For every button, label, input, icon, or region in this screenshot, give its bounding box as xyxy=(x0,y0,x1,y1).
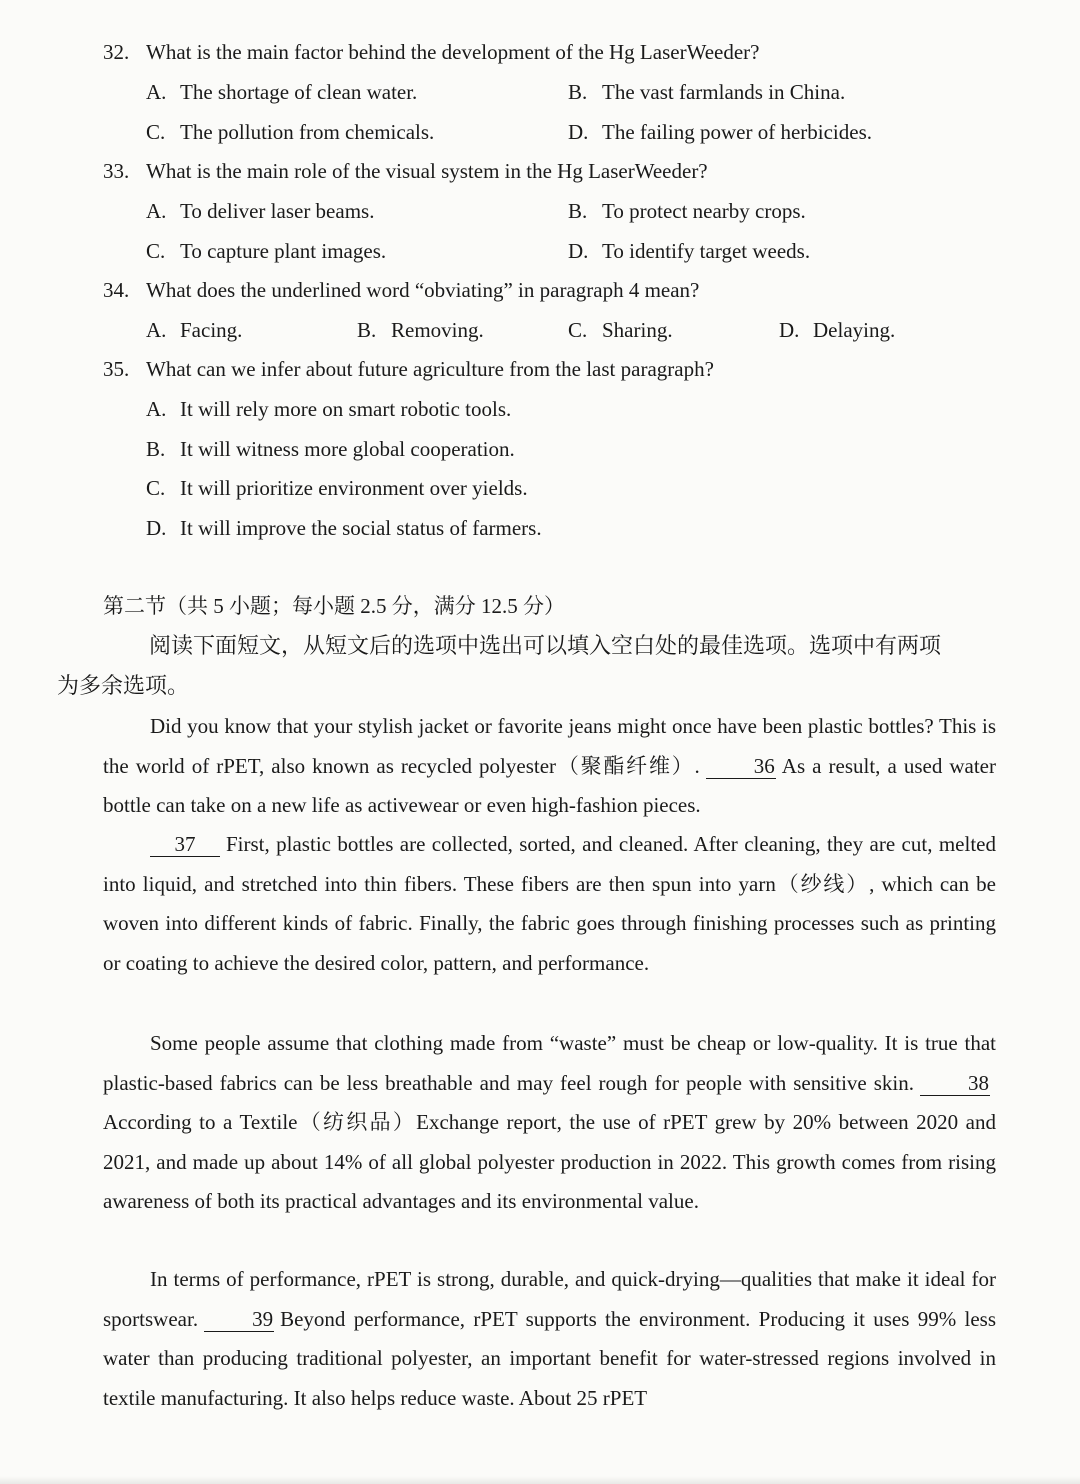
option-text: To deliver laser beams. xyxy=(180,199,375,223)
question-33 xyxy=(103,157,708,185)
option-letter: D. xyxy=(568,120,589,144)
page-edge-shadow xyxy=(0,1476,1080,1484)
passage-paragraph-1 xyxy=(103,707,996,826)
question-stem: What is the main factor behind the development of the Hg LaserWeeder? xyxy=(146,40,760,64)
blank-38: 38 xyxy=(920,1071,990,1096)
option-text: Delaying. xyxy=(813,318,896,342)
option-32d xyxy=(568,118,872,146)
option-33a xyxy=(146,197,374,225)
section-heading: 第二节（共 5 小题；每小题 2.5 分，满分 12.5 分） xyxy=(103,594,565,618)
question-stem: What is the main role of the visual system in the Hg LaserWeeder? xyxy=(146,159,708,183)
option-letter: B. xyxy=(357,318,377,342)
option-letter: B. xyxy=(568,199,588,223)
option-34b xyxy=(357,316,484,344)
option-text: Removing. xyxy=(391,318,484,342)
option-text: The shortage of clean water. xyxy=(180,80,418,104)
paragraph-text: Beyond performance, rPET supports the environment. Producing it uses 99% less water than producing traditional polyester, an important benefit for water-stressed regions involved in textile manufacturing. It also helps reduce waste. About 25 rPET xyxy=(103,1306,996,1410)
option-text: To identify target weeds. xyxy=(602,239,811,263)
option-letter: A. xyxy=(146,318,167,342)
option-35a xyxy=(146,395,511,423)
blank-39: 39 xyxy=(204,1307,274,1332)
option-letter: C. xyxy=(146,120,166,144)
option-letter: C. xyxy=(146,476,166,500)
option-text: It will rely more on smart robotic tools. xyxy=(180,397,512,421)
option-35c xyxy=(146,474,528,502)
instruction-line-2: 为多余选项。 xyxy=(57,673,190,698)
option-text: To protect nearby crops. xyxy=(602,199,806,223)
passage-paragraph-4 xyxy=(103,1260,996,1418)
question-34 xyxy=(103,276,699,304)
paragraph-text: In terms of performance, rPET is strong, durable, and quick-drying—qualities that make it ideal for sportswear. xyxy=(103,1267,996,1331)
blank-37: 37 xyxy=(150,832,220,857)
paragraph-text: As a result, a used water bottle can take on a new life as activewear or even high-fashion pieces. xyxy=(103,753,996,818)
option-text: The pollution from chemicals. xyxy=(180,120,435,144)
option-33b xyxy=(568,197,806,225)
option-text: It will prioritize environment over yields. xyxy=(180,476,528,500)
option-34d xyxy=(779,316,895,344)
question-number: 35. xyxy=(103,357,130,381)
option-32a xyxy=(146,78,417,106)
option-text: To capture plant images. xyxy=(180,239,387,263)
question-number: 33. xyxy=(103,159,130,183)
option-letter: A. xyxy=(146,199,167,223)
option-text: The failing power of herbicides. xyxy=(602,120,872,144)
paragraph-text: First, plastic bottles are collected, sorted, and cleaned. After cleaning, they are cut, melted into liquid, and stretched into thin fibers. These fibers are then spun into yarn（纱线）, which can be woven into different kinds of fabric. Finally, the fabric goes through finishing processes such as printing or coating to achieve the desired color, pattern, and performance. xyxy=(103,832,996,975)
option-letter: A. xyxy=(146,397,167,421)
option-letter: D. xyxy=(146,516,167,540)
option-34a xyxy=(146,316,242,344)
option-35b xyxy=(146,435,515,463)
section-instruction xyxy=(57,626,995,706)
paragraph-text: Some people assume that clothing made from “waste” must be cheap or low-quality. It is true that plastic-based fabrics can be less breathable and may feel rough for people with sensitive skin. xyxy=(103,1031,996,1095)
passage-paragraph-2 xyxy=(103,825,996,983)
option-text: It will witness more global cooperation. xyxy=(180,437,515,461)
option-35d xyxy=(146,514,542,542)
question-number: 34. xyxy=(103,278,130,302)
option-letter: C. xyxy=(568,318,588,342)
blank-36: 36 xyxy=(706,754,776,779)
paragraph-text: Did you know that your stylish jacket or favorite jeans might once have been plastic bottles? This is the world of rPET, also known as recycled polyester（聚酯纤维）. xyxy=(103,714,996,778)
option-text: The vast farmlands in China. xyxy=(602,80,846,104)
option-32b xyxy=(568,78,845,106)
question-stem: What does the underlined word “obviating” in paragraph 4 mean? xyxy=(146,278,700,302)
option-letter: B. xyxy=(146,437,166,461)
passage-paragraph-3 xyxy=(103,1024,996,1222)
question-number: 32. xyxy=(103,40,130,64)
question-stem: What can we infer about future agriculture from the last paragraph? xyxy=(146,357,714,381)
option-32c xyxy=(146,118,434,146)
option-text: Sharing. xyxy=(602,318,673,342)
paragraph-text: According to a Textile（纺织品）Exchange report, the use of rPET grew by 20% between 2020 and 2021, and made up about 14% of all global polyester production in 2022. This growth comes from rising awareness of both its practical advantages and its environmental value. xyxy=(103,1110,996,1214)
option-33c xyxy=(146,237,386,265)
question-32 xyxy=(103,38,759,66)
option-letter: C. xyxy=(146,239,166,263)
option-letter: B. xyxy=(568,80,588,104)
option-letter: D. xyxy=(568,239,589,263)
instruction-line-1: 阅读下面短文，从短文后的选项中选出可以填入空白处的最佳选项。选项中有两项 xyxy=(149,633,942,658)
option-34c xyxy=(568,316,673,344)
option-letter: D. xyxy=(779,318,800,342)
option-33d xyxy=(568,237,810,265)
option-text: Facing. xyxy=(180,318,243,342)
option-letter: A. xyxy=(146,80,167,104)
option-text: It will improve the social status of farmers. xyxy=(180,516,542,540)
question-35 xyxy=(103,355,714,383)
